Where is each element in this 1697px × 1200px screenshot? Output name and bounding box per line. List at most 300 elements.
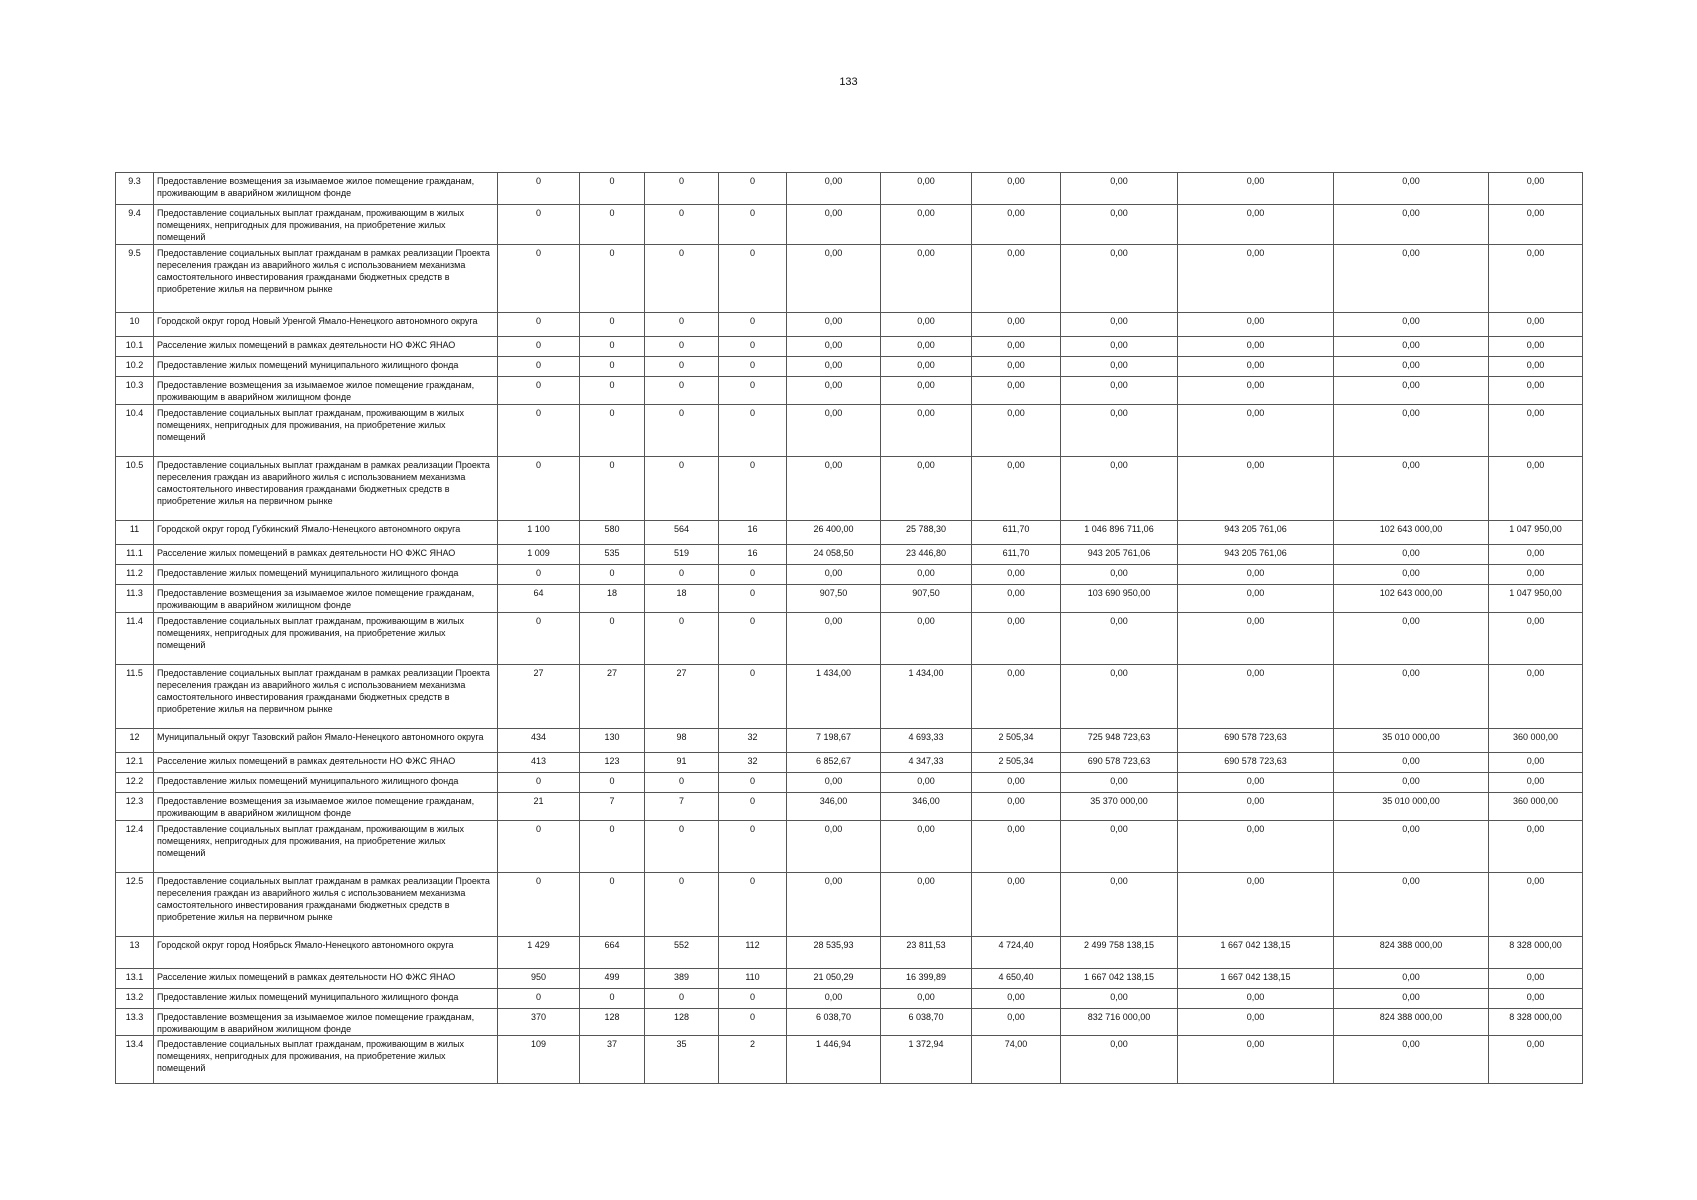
value-cell: 0,00 <box>1061 873 1178 937</box>
value-cell: 0,00 <box>1489 357 1583 377</box>
value-cell: 611,70 <box>972 545 1061 565</box>
value-cell: 907,50 <box>787 585 881 613</box>
value-cell: 0 <box>645 205 719 245</box>
value-cell: 0,00 <box>1061 457 1178 521</box>
value-cell: 0,00 <box>1334 377 1489 405</box>
value-cell: 611,70 <box>972 521 1061 545</box>
row-description-cell: Расселение жилых помещений в рамках деятельности НО ФЖС ЯНАО <box>154 753 498 773</box>
value-cell: 2 <box>719 1036 787 1084</box>
value-cell: 23 811,53 <box>881 937 972 969</box>
value-cell: 0,00 <box>1061 205 1178 245</box>
value-cell: 0 <box>645 173 719 205</box>
row-description-cell: Предоставление социальных выплат гражданам в рамках реализации Проекта переселения граждан из аварийного жилья с использованием механизма самостоятельного инвестирования гражданами бюджетных средств в приобретение жилья на первичном рынке <box>154 873 498 937</box>
value-cell: 0,00 <box>881 313 972 337</box>
table-body <box>116 173 1583 1084</box>
value-cell: 0,00 <box>1489 989 1583 1009</box>
value-cell: 1 372,94 <box>881 1036 972 1084</box>
value-cell: 35 010 000,00 <box>1334 729 1489 753</box>
value-cell: 552 <box>645 937 719 969</box>
value-cell: 0,00 <box>1334 173 1489 205</box>
table-row <box>116 793 1583 821</box>
value-cell: 0 <box>580 337 645 357</box>
value-cell: 0,00 <box>1178 337 1334 357</box>
value-cell: 0,00 <box>787 337 881 357</box>
value-cell: 0,00 <box>1489 565 1583 585</box>
value-cell: 0,00 <box>1489 405 1583 457</box>
value-cell: 110 <box>719 969 787 989</box>
value-cell: 128 <box>645 1009 719 1036</box>
table-row <box>116 457 1583 521</box>
value-cell: 0,00 <box>1489 205 1583 245</box>
value-cell: 4 347,33 <box>881 753 972 773</box>
value-cell: 0,00 <box>1061 173 1178 205</box>
value-cell: 0,00 <box>787 405 881 457</box>
value-cell: 0,00 <box>972 205 1061 245</box>
value-cell: 0,00 <box>1178 457 1334 521</box>
row-number-cell: 10.5 <box>116 457 154 521</box>
row-number-cell: 13 <box>116 937 154 969</box>
row-number-cell: 13.2 <box>116 989 154 1009</box>
value-cell: 346,00 <box>881 793 972 821</box>
value-cell: 0 <box>645 873 719 937</box>
value-cell: 0,00 <box>1061 613 1178 665</box>
value-cell: 0 <box>719 873 787 937</box>
value-cell: 0,00 <box>787 873 881 937</box>
table-row <box>116 773 1583 793</box>
row-number-cell: 10 <box>116 313 154 337</box>
value-cell: 0,00 <box>972 585 1061 613</box>
row-description-cell: Предоставление социальных выплат гражданам, проживающим в жилых помещениях, непригодных для проживания, на приобретение жилых помещений <box>154 613 498 665</box>
value-cell: 7 <box>580 793 645 821</box>
value-cell: 0,00 <box>1334 405 1489 457</box>
value-cell: 18 <box>645 585 719 613</box>
value-cell: 35 370 000,00 <box>1061 793 1178 821</box>
value-cell: 0,00 <box>1061 1036 1178 1084</box>
value-cell: 0,00 <box>972 313 1061 337</box>
value-cell: 0 <box>580 989 645 1009</box>
value-cell: 0,00 <box>972 989 1061 1009</box>
value-cell: 6 038,70 <box>881 1009 972 1036</box>
value-cell: 0,00 <box>1334 821 1489 873</box>
value-cell: 32 <box>719 753 787 773</box>
table-row <box>116 545 1583 565</box>
value-cell: 0,00 <box>881 773 972 793</box>
value-cell: 1 667 042 138,15 <box>1178 937 1334 969</box>
value-cell: 0,00 <box>881 245 972 313</box>
row-number-cell: 10.2 <box>116 357 154 377</box>
value-cell: 0,00 <box>881 873 972 937</box>
table-row <box>116 245 1583 313</box>
value-cell: 0,00 <box>972 357 1061 377</box>
table-row <box>116 873 1583 937</box>
value-cell: 103 690 950,00 <box>1061 585 1178 613</box>
value-cell: 0,00 <box>1489 613 1583 665</box>
value-cell: 0 <box>719 821 787 873</box>
value-cell: 725 948 723,63 <box>1061 729 1178 753</box>
row-description-cell: Расселение жилых помещений в рамках деятельности НО ФЖС ЯНАО <box>154 545 498 565</box>
row-number-cell: 11.1 <box>116 545 154 565</box>
table-row <box>116 205 1583 245</box>
value-cell: 0 <box>498 377 580 405</box>
value-cell: 8 328 000,00 <box>1489 937 1583 969</box>
value-cell: 0,00 <box>1061 337 1178 357</box>
value-cell: 0,00 <box>972 337 1061 357</box>
row-number-cell: 13.4 <box>116 1036 154 1084</box>
value-cell: 0,00 <box>1489 337 1583 357</box>
value-cell: 0 <box>719 793 787 821</box>
value-cell: 0 <box>498 245 580 313</box>
value-cell: 1 047 950,00 <box>1489 521 1583 545</box>
row-number-cell: 13.1 <box>116 969 154 989</box>
value-cell: 0,00 <box>1178 1009 1334 1036</box>
table-row <box>116 565 1583 585</box>
value-cell: 1 667 042 138,15 <box>1061 969 1178 989</box>
value-cell: 519 <box>645 545 719 565</box>
value-cell: 360 000,00 <box>1489 793 1583 821</box>
value-cell: 0 <box>580 245 645 313</box>
value-cell: 0 <box>645 337 719 357</box>
value-cell: 28 535,93 <box>787 937 881 969</box>
table-row <box>116 937 1583 969</box>
value-cell: 0 <box>580 613 645 665</box>
value-cell: 0,00 <box>787 565 881 585</box>
value-cell: 0 <box>719 405 787 457</box>
value-cell: 8 328 000,00 <box>1489 1009 1583 1036</box>
value-cell: 824 388 000,00 <box>1334 1009 1489 1036</box>
value-cell: 943 205 761,06 <box>1061 545 1178 565</box>
value-cell: 0,00 <box>1489 873 1583 937</box>
row-description-cell: Предоставление возмещения за изымаемое жилое помещение гражданам, проживающим в аварийном жилищном фонде <box>154 793 498 821</box>
value-cell: 0,00 <box>1178 613 1334 665</box>
value-cell: 0,00 <box>1489 753 1583 773</box>
value-cell: 0,00 <box>972 377 1061 405</box>
value-cell: 7 198,67 <box>787 729 881 753</box>
value-cell: 27 <box>498 665 580 729</box>
value-cell: 6 038,70 <box>787 1009 881 1036</box>
value-cell: 0,00 <box>787 613 881 665</box>
row-description-cell: Расселение жилых помещений в рамках деятельности НО ФЖС ЯНАО <box>154 969 498 989</box>
value-cell: 0,00 <box>881 337 972 357</box>
value-cell: 0,00 <box>1178 377 1334 405</box>
value-cell: 0,00 <box>1178 773 1334 793</box>
value-cell: 535 <box>580 545 645 565</box>
value-cell: 0,00 <box>972 793 1061 821</box>
table-row <box>116 665 1583 729</box>
value-cell: 0,00 <box>1178 585 1334 613</box>
value-cell: 0,00 <box>972 873 1061 937</box>
value-cell: 0,00 <box>1334 773 1489 793</box>
value-cell: 0,00 <box>881 613 972 665</box>
value-cell: 0 <box>645 565 719 585</box>
table-row <box>116 1009 1583 1036</box>
value-cell: 0 <box>580 565 645 585</box>
value-cell: 0 <box>645 357 719 377</box>
row-number-cell: 10.1 <box>116 337 154 357</box>
value-cell: 0,00 <box>1061 357 1178 377</box>
row-description-cell: Городской округ город Новый Уренгой Ямало-Ненецкого автономного округа <box>154 313 498 337</box>
value-cell: 0 <box>580 405 645 457</box>
row-description-cell: Предоставление социальных выплат гражданам, проживающим в жилых помещениях, непригодных для проживания, на приобретение жилых помещений <box>154 821 498 873</box>
value-cell: 0,00 <box>1334 245 1489 313</box>
value-cell: 0 <box>645 245 719 313</box>
value-cell: 0,00 <box>1489 313 1583 337</box>
table-row <box>116 173 1583 205</box>
value-cell: 0 <box>580 357 645 377</box>
value-cell: 0,00 <box>1178 989 1334 1009</box>
value-cell: 0 <box>580 773 645 793</box>
value-cell: 0 <box>498 313 580 337</box>
value-cell: 6 852,67 <box>787 753 881 773</box>
value-cell: 564 <box>645 521 719 545</box>
value-cell: 0,00 <box>1334 873 1489 937</box>
table-row <box>116 821 1583 873</box>
value-cell: 0,00 <box>972 245 1061 313</box>
table-row <box>116 377 1583 405</box>
row-description-cell: Предоставление социальных выплат гражданам, проживающим в жилых помещениях, непригодных для проживания, на приобретение жилых помещений <box>154 205 498 245</box>
value-cell: 18 <box>580 585 645 613</box>
value-cell: 0,00 <box>1334 313 1489 337</box>
value-cell: 0,00 <box>1489 821 1583 873</box>
value-cell: 0 <box>719 173 787 205</box>
row-description-cell: Предоставление социальных выплат гражданам, проживающим в жилых помещениях, непригодных для проживания, на приобретение жилых помещений <box>154 1036 498 1084</box>
value-cell: 0,00 <box>881 205 972 245</box>
row-description-cell: Предоставление возмещения за изымаемое жилое помещение гражданам, проживающим в аварийном жилищном фонде <box>154 1009 498 1036</box>
row-number-cell: 11.2 <box>116 565 154 585</box>
value-cell: 123 <box>580 753 645 773</box>
row-number-cell: 12.2 <box>116 773 154 793</box>
value-cell: 413 <box>498 753 580 773</box>
value-cell: 580 <box>580 521 645 545</box>
value-cell: 0,00 <box>787 245 881 313</box>
value-cell: 0 <box>580 457 645 521</box>
value-cell: 0,00 <box>881 989 972 1009</box>
row-description-cell: Городской округ город Губкинский Ямало-Ненецкого автономного округа <box>154 521 498 545</box>
value-cell: 0 <box>719 1009 787 1036</box>
row-number-cell: 12.3 <box>116 793 154 821</box>
row-number-cell: 9.4 <box>116 205 154 245</box>
value-cell: 128 <box>580 1009 645 1036</box>
value-cell: 0,00 <box>1061 821 1178 873</box>
value-cell: 0,00 <box>1489 773 1583 793</box>
value-cell: 0,00 <box>1061 377 1178 405</box>
value-cell: 0 <box>580 205 645 245</box>
value-cell: 499 <box>580 969 645 989</box>
value-cell: 0 <box>645 377 719 405</box>
value-cell: 346,00 <box>787 793 881 821</box>
value-cell: 0 <box>580 821 645 873</box>
value-cell: 0,00 <box>1178 313 1334 337</box>
value-cell: 0 <box>498 205 580 245</box>
value-cell: 0,00 <box>972 773 1061 793</box>
value-cell: 0 <box>498 405 580 457</box>
value-cell: 0,00 <box>1178 873 1334 937</box>
value-cell: 0 <box>498 773 580 793</box>
value-cell: 1 009 <box>498 545 580 565</box>
value-cell: 0 <box>719 613 787 665</box>
value-cell: 0 <box>580 377 645 405</box>
value-cell: 4 724,40 <box>972 937 1061 969</box>
value-cell: 0,00 <box>1178 1036 1334 1084</box>
value-cell: 0 <box>498 173 580 205</box>
row-description-cell: Предоставление социальных выплат гражданам в рамках реализации Проекта переселения граждан из аварийного жилья с использованием механизма самостоятельного инвестирования гражданами бюджетных средств в приобретение жилья на первичном рынке <box>154 245 498 313</box>
value-cell: 0,00 <box>1334 969 1489 989</box>
value-cell: 832 716 000,00 <box>1061 1009 1178 1036</box>
value-cell: 0 <box>719 565 787 585</box>
row-description-cell: Городской округ город Ноябрьск Ямало-Ненецкого автономного округа <box>154 937 498 969</box>
page-number: 133 <box>839 76 858 88</box>
row-description-cell: Предоставление социальных выплат гражданам, проживающим в жилых помещениях, непригодных для проживания, на приобретение жилых помещений <box>154 405 498 457</box>
value-cell: 0,00 <box>881 357 972 377</box>
row-description-cell: Предоставление жилых помещений муниципального жилищного фонда <box>154 989 498 1009</box>
value-cell: 0 <box>498 989 580 1009</box>
value-cell: 16 399,89 <box>881 969 972 989</box>
value-cell: 0,00 <box>1334 1036 1489 1084</box>
value-cell: 0 <box>498 613 580 665</box>
value-cell: 0,00 <box>1061 989 1178 1009</box>
value-cell: 0,00 <box>787 173 881 205</box>
value-cell: 0,00 <box>787 821 881 873</box>
row-description-cell: Предоставление жилых помещений муниципального жилищного фонда <box>154 565 498 585</box>
value-cell: 0,00 <box>1061 565 1178 585</box>
value-cell: 0 <box>719 357 787 377</box>
resettlement-table <box>115 172 1583 1084</box>
row-description-cell: Предоставление возмещения за изымаемое жилое помещение гражданам, проживающим в аварийном жилищном фонде <box>154 377 498 405</box>
value-cell: 434 <box>498 729 580 753</box>
value-cell: 0 <box>645 457 719 521</box>
value-cell: 0 <box>498 357 580 377</box>
value-cell: 0,00 <box>1334 357 1489 377</box>
value-cell: 0 <box>645 613 719 665</box>
value-cell: 16 <box>719 521 787 545</box>
value-cell: 0 <box>719 205 787 245</box>
value-cell: 4 650,40 <box>972 969 1061 989</box>
value-cell: 943 205 761,06 <box>1178 545 1334 565</box>
value-cell: 0,00 <box>972 457 1061 521</box>
row-number-cell: 11.3 <box>116 585 154 613</box>
table-row <box>116 337 1583 357</box>
value-cell: 0 <box>719 457 787 521</box>
value-cell: 0,00 <box>881 173 972 205</box>
value-cell: 2 505,34 <box>972 729 1061 753</box>
value-cell: 0,00 <box>972 565 1061 585</box>
value-cell: 690 578 723,63 <box>1178 753 1334 773</box>
value-cell: 0 <box>498 457 580 521</box>
value-cell: 664 <box>580 937 645 969</box>
table-row <box>116 313 1583 337</box>
value-cell: 0,00 <box>1489 245 1583 313</box>
value-cell: 0,00 <box>1178 245 1334 313</box>
value-cell: 0,00 <box>1489 545 1583 565</box>
value-cell: 0,00 <box>1334 753 1489 773</box>
value-cell: 0,00 <box>1061 405 1178 457</box>
table-row <box>116 585 1583 613</box>
row-number-cell: 9.5 <box>116 245 154 313</box>
value-cell: 1 047 950,00 <box>1489 585 1583 613</box>
table-row <box>116 357 1583 377</box>
value-cell: 35 <box>645 1036 719 1084</box>
row-number-cell: 11.5 <box>116 665 154 729</box>
value-cell: 0,00 <box>1489 665 1583 729</box>
value-cell: 35 010 000,00 <box>1334 793 1489 821</box>
value-cell: 0,00 <box>972 665 1061 729</box>
value-cell: 102 643 000,00 <box>1334 521 1489 545</box>
value-cell: 26 400,00 <box>787 521 881 545</box>
value-cell: 0 <box>719 313 787 337</box>
value-cell: 0,00 <box>972 1009 1061 1036</box>
value-cell: 0 <box>719 377 787 405</box>
value-cell: 0,00 <box>972 173 1061 205</box>
value-cell: 0,00 <box>1334 565 1489 585</box>
row-number-cell: 12.5 <box>116 873 154 937</box>
value-cell: 0 <box>645 405 719 457</box>
value-cell: 1 667 042 138,15 <box>1178 969 1334 989</box>
value-cell: 24 058,50 <box>787 545 881 565</box>
value-cell: 0 <box>498 821 580 873</box>
value-cell: 0 <box>719 337 787 357</box>
value-cell: 0,00 <box>1178 357 1334 377</box>
value-cell: 0,00 <box>972 405 1061 457</box>
value-cell: 0,00 <box>787 205 881 245</box>
value-cell: 0 <box>645 313 719 337</box>
value-cell: 0 <box>498 565 580 585</box>
row-number-cell: 11.4 <box>116 613 154 665</box>
value-cell: 25 788,30 <box>881 521 972 545</box>
value-cell: 0,00 <box>1334 205 1489 245</box>
value-cell: 0,00 <box>972 821 1061 873</box>
value-cell: 27 <box>580 665 645 729</box>
value-cell: 0,00 <box>1334 337 1489 357</box>
value-cell: 7 <box>645 793 719 821</box>
table-row <box>116 729 1583 753</box>
value-cell: 0 <box>498 873 580 937</box>
value-cell: 98 <box>645 729 719 753</box>
value-cell: 0,00 <box>1178 793 1334 821</box>
row-number-cell: 10.3 <box>116 377 154 405</box>
value-cell: 0 <box>645 821 719 873</box>
value-cell: 0,00 <box>881 565 972 585</box>
value-cell: 389 <box>645 969 719 989</box>
table-row <box>116 613 1583 665</box>
row-description-cell: Муниципальный округ Тазовский район Ямало-Ненецкого автономного округа <box>154 729 498 753</box>
row-description-cell: Предоставление социальных выплат гражданам в рамках реализации Проекта переселения граждан из аварийного жилья с использованием механизма самостоятельного инвестирования гражданами бюджетных средств в приобретение жилья на первичном рынке <box>154 457 498 521</box>
value-cell: 0,00 <box>1489 457 1583 521</box>
value-cell: 0 <box>645 989 719 1009</box>
value-cell: 0,00 <box>787 989 881 1009</box>
row-description-cell: Предоставление возмещения за изымаемое жилое помещение гражданам, проживающим в аварийном жилищном фонде <box>154 585 498 613</box>
value-cell: 91 <box>645 753 719 773</box>
value-cell: 2 505,34 <box>972 753 1061 773</box>
value-cell: 2 499 758 138,15 <box>1061 937 1178 969</box>
value-cell: 824 388 000,00 <box>1334 937 1489 969</box>
value-cell: 1 434,00 <box>881 665 972 729</box>
value-cell: 950 <box>498 969 580 989</box>
value-cell: 130 <box>580 729 645 753</box>
value-cell: 37 <box>580 1036 645 1084</box>
value-cell: 0,00 <box>787 457 881 521</box>
value-cell: 27 <box>645 665 719 729</box>
row-number-cell: 11 <box>116 521 154 545</box>
value-cell: 0,00 <box>1489 1036 1583 1084</box>
value-cell: 0,00 <box>1334 665 1489 729</box>
value-cell: 0,00 <box>1334 457 1489 521</box>
value-cell: 690 578 723,63 <box>1061 753 1178 773</box>
value-cell: 64 <box>498 585 580 613</box>
row-number-cell: 12 <box>116 729 154 753</box>
value-cell: 0,00 <box>787 313 881 337</box>
value-cell: 0 <box>719 245 787 313</box>
value-cell: 0,00 <box>1061 773 1178 793</box>
value-cell: 1 434,00 <box>787 665 881 729</box>
